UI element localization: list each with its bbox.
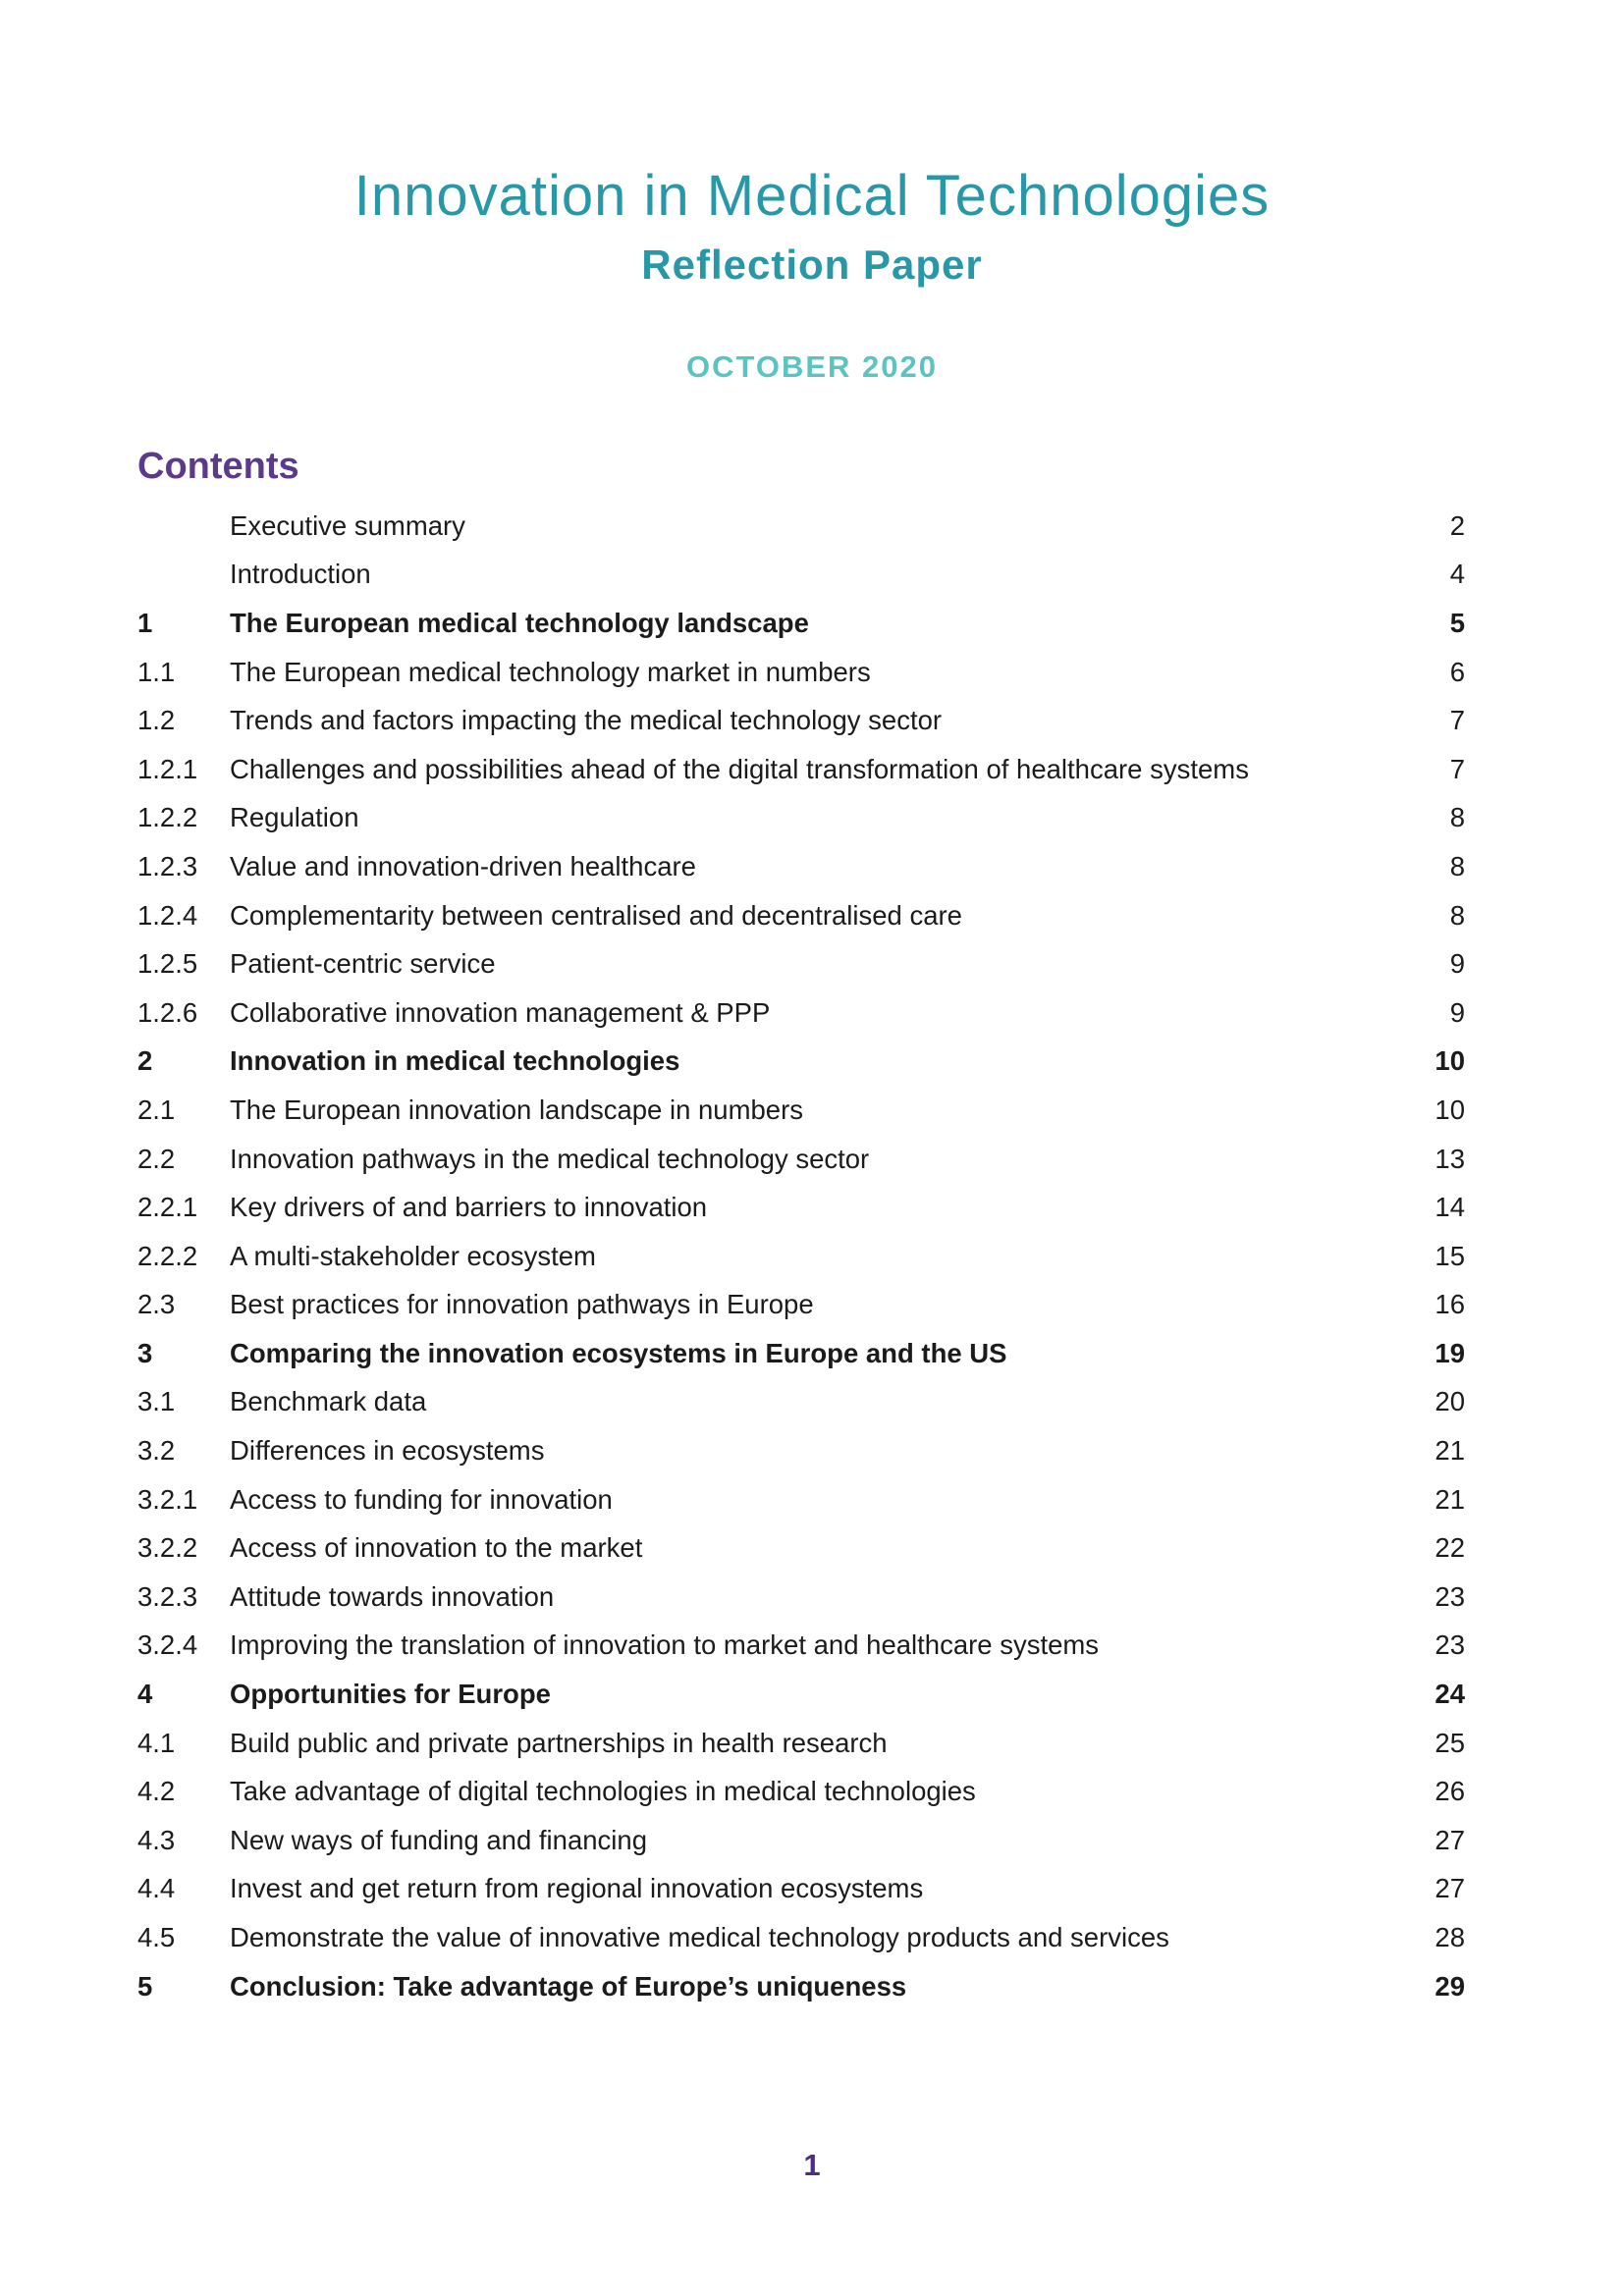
toc-entry-page: 2 <box>1449 509 1465 541</box>
toc-entry-label: Executive summary <box>230 509 465 541</box>
toc-entry-label: The European medical technology market in numbers <box>230 656 871 687</box>
toc-entry-number: 4.4 <box>137 1873 176 1904</box>
toc-entry-page: 28 <box>1435 1922 1465 1953</box>
toc-row[interactable] <box>137 1816 1465 1865</box>
toc-entry-page: 14 <box>1435 1192 1465 1223</box>
toc-row[interactable] <box>137 1183 1465 1232</box>
toc-entry-label: Demonstrate the value of innovative medical technology products and services <box>230 1922 1169 1953</box>
toc-row[interactable] <box>137 939 1465 988</box>
toc-list <box>137 502 1465 2010</box>
toc-entry-page: 25 <box>1435 1727 1465 1758</box>
toc-entry-label: Trends and factors impacting the medical technology sector <box>230 705 943 736</box>
toc-entry-label: A multi-stakeholder ecosystem <box>230 1240 596 1271</box>
toc-entry-label: New ways of funding and financing <box>230 1824 647 1855</box>
toc-entry-page: 8 <box>1449 802 1465 833</box>
toc-row[interactable] <box>137 1232 1465 1281</box>
toc-entry-label: Patient-centric service <box>230 948 496 980</box>
toc-entry-number: 1 <box>137 607 153 638</box>
document-title: Innovation in Medical Technologies <box>353 164 1271 228</box>
toc-entry-label: Complementarity between centralised and decentralised care <box>230 899 962 931</box>
toc-entry-number: 3.2 <box>137 1435 176 1467</box>
toc-entry-number: 3.2.4 <box>137 1629 198 1661</box>
toc-entry-label: Take advantage of digital technologies in medical technologies <box>230 1776 976 1807</box>
contents-heading: Contents <box>137 445 299 487</box>
toc-entry-number: 1.2.2 <box>137 802 198 833</box>
toc-entry-number: 1.2.6 <box>137 996 198 1028</box>
toc-entry-label: Access of innovation to the market <box>230 1532 643 1564</box>
document-date: OCTOBER 2020 <box>685 348 938 384</box>
toc-entry-page: 8 <box>1449 899 1465 931</box>
toc-entry-number: 3.2.2 <box>137 1532 198 1564</box>
toc-entry-label: Key drivers of and barriers to innovation <box>230 1192 708 1223</box>
toc-entry-label: Best practices for innovation pathways in Europe <box>230 1289 814 1320</box>
toc-row[interactable] <box>137 1426 1465 1475</box>
toc-entry-number: 2 <box>137 1045 153 1077</box>
toc-entry-page: 9 <box>1449 948 1465 980</box>
toc-entry-label: Access to funding for innovation <box>230 1483 613 1515</box>
toc-entry-page: 7 <box>1449 753 1465 784</box>
toc-entry-number: 1.2 <box>137 705 176 736</box>
toc-row[interactable] <box>137 842 1465 891</box>
toc-entry-page: 21 <box>1435 1483 1465 1515</box>
toc-entry-label: Value and innovation-driven healthcare <box>230 850 696 881</box>
toc-entry-label: Collaborative innovation management & PPP <box>230 996 771 1028</box>
toc-entry-label: Introduction <box>230 559 371 590</box>
toc-entry-label: Benchmark data <box>230 1386 427 1417</box>
toc-entry-number: 3.1 <box>137 1386 176 1417</box>
toc-entry-label: The European medical technology landscape <box>230 607 809 638</box>
toc-row[interactable] <box>137 1086 1465 1135</box>
toc-row[interactable] <box>137 1864 1465 1913</box>
toc-entry-number: 4 <box>137 1679 153 1710</box>
toc-row[interactable] <box>137 1670 1465 1719</box>
toc-row[interactable] <box>137 1475 1465 1524</box>
toc-entry-page: 21 <box>1435 1435 1465 1467</box>
toc-entry-number: 2.3 <box>137 1289 176 1320</box>
toc-row[interactable] <box>137 599 1465 648</box>
toc-row[interactable] <box>137 1573 1465 1622</box>
toc-entry-number: 4.3 <box>137 1824 176 1855</box>
toc-entry-label: Regulation <box>230 802 359 833</box>
toc-row[interactable] <box>137 502 1465 551</box>
contents-section <box>137 446 1465 2010</box>
toc-entry-page: 13 <box>1435 1143 1465 1174</box>
toc-entry-page: 27 <box>1435 1873 1465 1904</box>
toc-entry-number: 3.2.3 <box>137 1580 198 1612</box>
toc-row[interactable] <box>137 745 1465 794</box>
toc-row[interactable] <box>137 1523 1465 1573</box>
toc-entry-page: 8 <box>1449 850 1465 881</box>
toc-entry-number: 4.5 <box>137 1922 176 1953</box>
toc-entry-label: Build public and private partnerships in health research <box>230 1727 888 1758</box>
toc-entry-page: 9 <box>1449 996 1465 1028</box>
toc-entry-label: Differences in ecosystems <box>230 1435 545 1467</box>
toc-entry-number: 1.2.5 <box>137 948 198 980</box>
toc-entry-number: 3.2.1 <box>137 1483 198 1515</box>
toc-row[interactable] <box>137 648 1465 697</box>
toc-row[interactable] <box>137 988 1465 1038</box>
toc-row[interactable] <box>137 1962 1465 2011</box>
toc-entry-page: 24 <box>1435 1679 1465 1710</box>
toc-row[interactable] <box>137 1621 1465 1670</box>
toc-entry-page: 5 <box>1449 607 1465 638</box>
toc-entry-page: 20 <box>1435 1386 1465 1417</box>
toc-row[interactable] <box>137 1329 1465 1378</box>
toc-row[interactable] <box>137 550 1465 599</box>
toc-entry-number: 2.2.1 <box>137 1192 198 1223</box>
toc-row[interactable] <box>137 793 1465 842</box>
toc-entry-page: 4 <box>1449 559 1465 590</box>
toc-entry-label: Comparing the innovation ecosystems in Europe and the US <box>230 1337 1007 1368</box>
toc-entry-page: 29 <box>1435 1970 1465 2002</box>
toc-entry-label: Challenges and possibilities ahead of the digital transformation of healthcare systems <box>230 753 1249 784</box>
toc-entry-page: 10 <box>1435 1094 1465 1125</box>
toc-entry-label: Attitude towards innovation <box>230 1580 555 1612</box>
toc-entry-page: 26 <box>1435 1776 1465 1807</box>
toc-entry-number: 3 <box>137 1337 153 1368</box>
toc-row[interactable] <box>137 1037 1465 1086</box>
toc-entry-page: 19 <box>1435 1337 1465 1368</box>
toc-entry-page: 10 <box>1435 1045 1465 1077</box>
toc-row[interactable] <box>137 1767 1465 1816</box>
toc-entry-page: 27 <box>1435 1824 1465 1855</box>
toc-entry-number: 5 <box>137 1970 153 2002</box>
toc-entry-label: Invest and get return from regional innovation ecosystems <box>230 1873 924 1904</box>
toc-entry-number: 4.2 <box>137 1776 176 1807</box>
toc-entry-label: Innovation in medical technologies <box>230 1045 680 1077</box>
toc-entry-page: 6 <box>1449 656 1465 687</box>
toc-entry-page: 16 <box>1435 1289 1465 1320</box>
toc-entry-number: 1.1 <box>137 656 176 687</box>
toc-entry-number: 1.2.1 <box>137 753 198 784</box>
toc-entry-label: Opportunities for Europe <box>230 1679 551 1710</box>
toc-entry-page: 7 <box>1449 705 1465 736</box>
toc-row[interactable] <box>137 891 1465 940</box>
toc-row[interactable] <box>137 1377 1465 1426</box>
toc-entry-number: 2.2.2 <box>137 1240 198 1271</box>
toc-entry-label: Innovation pathways in the medical technology sector <box>230 1143 870 1174</box>
toc-row[interactable] <box>137 1135 1465 1184</box>
toc-entry-page: 23 <box>1435 1580 1465 1612</box>
toc-row[interactable] <box>137 1280 1465 1329</box>
toc-entry-number: 4.1 <box>137 1727 176 1758</box>
toc-entry-number: 2.1 <box>137 1094 176 1125</box>
toc-entry-page: 15 <box>1435 1240 1465 1271</box>
toc-entry-number: 2.2 <box>137 1143 176 1174</box>
toc-row[interactable] <box>137 1719 1465 1768</box>
footer-page-number: 1 <box>803 2148 821 2182</box>
toc-row[interactable] <box>137 696 1465 745</box>
toc-entry-page: 22 <box>1435 1532 1465 1564</box>
toc-entry-label: Improving the translation of innovation to market and healthcare systems <box>230 1629 1100 1661</box>
toc-entry-page: 23 <box>1435 1629 1465 1661</box>
toc-entry-number: 1.2.3 <box>137 850 198 881</box>
title-block <box>0 0 1624 385</box>
toc-row[interactable] <box>137 1913 1465 1962</box>
document-subtitle: Reflection Paper <box>641 240 983 288</box>
toc-entry-label: Conclusion: Take advantage of Europe’s uniqueness <box>230 1970 907 2002</box>
toc-entry-label: The European innovation landscape in numbers <box>230 1094 803 1125</box>
toc-entry-number: 1.2.4 <box>137 899 198 931</box>
